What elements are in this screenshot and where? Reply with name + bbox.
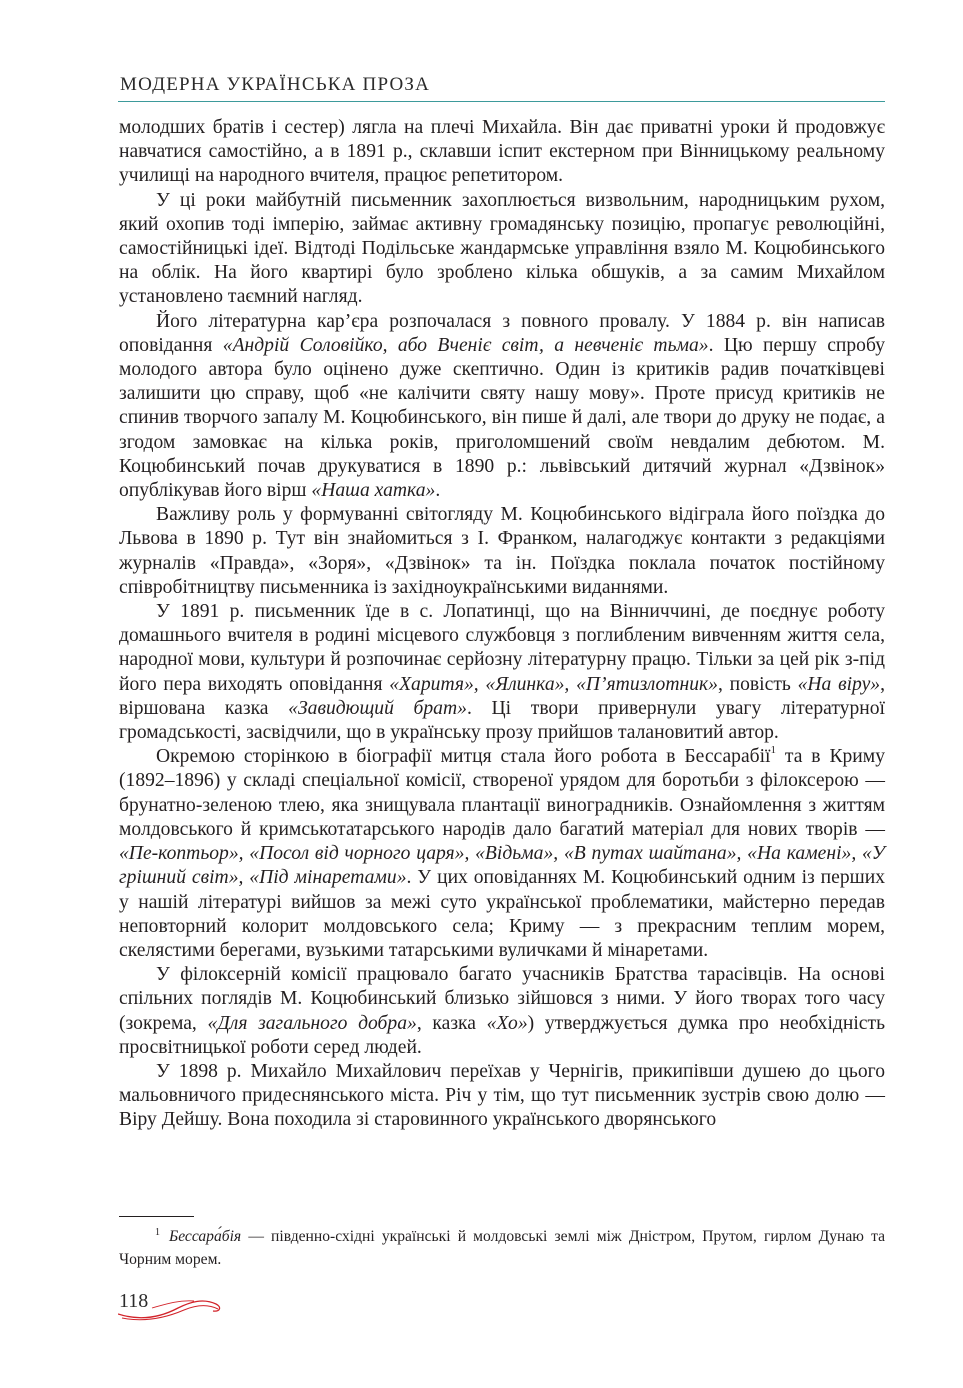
text-run: молодших братів і сестер) лягла на плечі Михайла. Він дає приватні уроки й продовжує навчатися самостійно, а в 1891 р., склавши іспит екстерном при Вінницькому реальному училищі на народного вчителя, працює репетитором. <box>119 117 885 187</box>
footnote-divider <box>119 1216 194 1217</box>
text-run: . У цих оповіданнях М. Коцюбинський одним із перших у нашій літературі вийшов за межі суто української проблематики, майстерно передав неповторний колорит молдовського села; Криму — з прекрасним теплим морем, скелястими берегами, вузькими татарськими вуличками й мінаретами. <box>119 867 886 961</box>
work-title: «Пе-коптьор», «Посол від чорного царя», «Відьма», «В путах шайтана», «На камені», «У грішний світ», «Під мінаретами» <box>119 843 885 889</box>
text-run: ) утверджується думка про необхідність просвітницької роботи серед людей. <box>119 1012 886 1058</box>
text-run: . Цю першу спробу молодого автора було оцінено дуже скептично. Один із критиків радив початківцеві залишити цю справу, щоб «не калічити святу нашу мову». Проте присуд критиків не спинив творчого запалу М. Коцюбинського, він пише й далі, але твори до друку не подає, а згодом замовкає на кілька років, приголомшений своїм невдалим дебютом. М. Коцюбинський почав друкуватися в 1890 р.: львівський дитячий журнал «Дзвінок» опублікував його вірш <box>119 334 885 502</box>
paragraph <box>119 1060 885 1133</box>
text-run: , віршована казка <box>119 673 885 719</box>
paragraph <box>119 963 885 1060</box>
paragraph <box>119 745 885 963</box>
text-run: Його літературна кар’єра розпочалася з повного провалу. У 1884 р. він написав оповідання <box>119 310 885 356</box>
footnote-term: Бессара́бія <box>169 1228 242 1245</box>
main-text-body <box>119 116 885 1133</box>
text-run: Окремою сторінкою в біографії митця стала його робота в Бессарабії <box>156 746 771 768</box>
paragraph <box>119 189 885 310</box>
page-number: 118 <box>119 1290 149 1312</box>
text-run: У 1891 р. письменник їде в с. Лопатинці, що на Вінниччині, де поєднує роботу домашнього вчителя в родині місцевого службовця з поглибленим вивченням життя села, народної мови, культури й розпочинає серйозну літературну працю. Тільки за цей рік з-під його пера виходять оповідання <box>119 601 885 695</box>
text-run: , повість <box>717 673 798 695</box>
work-title: «На віру» <box>797 673 881 695</box>
text-run: , казка <box>416 1012 487 1034</box>
text-run: . Ці твори привернули увагу літературної громадськості, засвідчили, що в українську прозу прийшов талановитий автор. <box>119 697 885 744</box>
text-run: У ці роки майбутній письменник захоплюється визвольним, народницьким рухом, який охопив тоді імперію, займає активну громадянську позицію, пропагує революційні, самостійницькі ідеї. Відтоді Подільське жандармське управління взяло М. Коцюбинського на облік. На його квартирі було зроблено кілька обшуків, а за самим Михайлом установлено таємний нагляд. <box>119 189 885 308</box>
work-title: «Харитя», «Ялинка», «П’ятизлотник» <box>389 673 718 695</box>
text-run: Важливу роль у формуванні світогляду М. Коцюбинського відіграла його поїздка до Львова в 1890 р. Тут він знайомиться з І. Франком, налагоджує контакти з редакціями журналів «Правда», «Зоря», «Дзвінок» та ін. Поїздка поклала початок постійному співробітництву письменника із західноукраїнськими виданнями. <box>119 504 885 598</box>
paragraph <box>119 503 885 600</box>
paragraph <box>119 600 885 745</box>
text-run: У філоксерній комісії працювало багато учасників Братства тарасівців. На основі спільних поглядів М. Коцюбинський близько зійшовся з ними. У його творах того часу (зокрема, <box>119 964 885 1034</box>
footnote <box>119 1225 885 1271</box>
work-title: «Завидющий брат» <box>288 697 467 719</box>
footnote-text: — південно-східні українські й молдовські землі між Дністром, Прутом, гирлом Дунаю та Чорним морем. <box>119 1228 885 1268</box>
footnote-reference: 1 <box>770 744 776 757</box>
header-divider <box>118 101 885 102</box>
work-title: «Для загального добра» <box>207 1012 417 1034</box>
work-title: «Андрій Соловійко, або Вченіє світ, а невченіє тьма» <box>222 334 709 356</box>
running-title: МОДЕРНА УКРАЇНСЬКА ПРОЗА <box>120 74 431 95</box>
work-title: «Хо» <box>486 1012 528 1034</box>
text-run: та в Криму (1892–1896) у складі спеціальної комісії, створеної урядом для боротьби з філоксерою — брунатно-зеленою тлею, яка знищувала плантації виноградників. Ознайомлення з життям молдовського й кримськотатарського народів дало багатий матеріал для нових творів — <box>119 746 885 840</box>
footnote-marker: 1 <box>155 1227 160 1238</box>
paragraph <box>119 116 885 189</box>
text-run: . <box>435 480 441 502</box>
paragraph <box>119 310 885 504</box>
text-run: У 1898 р. Михайло Михайлович переїхав у Чернігів, прикипівши душею до цього мальовничого придеснянського міста. Річ у тім, що тут письменник зустрів свою долю — Віру Дейшу. Вона походила зі старовинного українського дворянського <box>119 1060 885 1131</box>
work-title: «Наша хатка» <box>311 480 436 502</box>
